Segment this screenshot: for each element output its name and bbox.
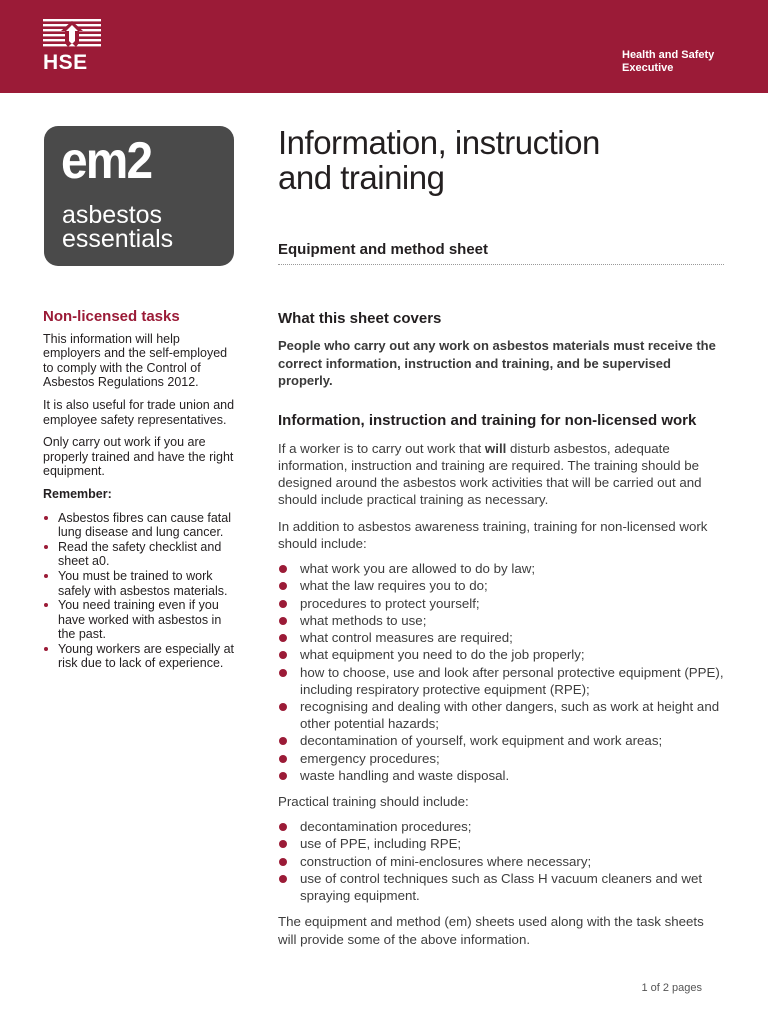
text-run: If a worker is to carry out work that <box>278 440 485 456</box>
page-title <box>278 125 718 195</box>
badge-line1: asbestos <box>62 201 163 229</box>
body-paragraph <box>278 440 724 509</box>
list-item: what the law requires you to do; <box>278 577 724 594</box>
list-item: Young workers are especially at risk due to lack of experience. <box>43 642 238 671</box>
page-title-line2: and training <box>278 159 445 196</box>
list-item: You need training even if you have worked with asbestos in the past. <box>43 598 238 642</box>
body-paragraph: In addition to asbestos awareness training, training for non-licensed work should include: <box>278 518 708 551</box>
sheet-badge <box>44 126 234 266</box>
list-item: procedures to protect yourself; <box>278 595 724 612</box>
sidebar-heading: Non-licensed tasks <box>43 308 180 325</box>
header-bar <box>0 0 768 93</box>
section-heading: Information, instruction and training for non-licensed work <box>278 411 697 429</box>
sidebar <box>43 310 238 671</box>
list-item: construction of mini-enclosures where necessary; <box>278 853 724 870</box>
body-paragraph: The equipment and method (em) sheets used along with the task sheets will provide some of the above information. <box>278 914 704 947</box>
list-item: what methods to use; <box>278 612 724 629</box>
organisation-name-line2: Executive <box>622 61 674 74</box>
sidebar-paragraph: This information will help employers and the self-employed to comply with the Control of Asbestos Regulations 2012. <box>43 331 228 390</box>
page-subtitle: Equipment and method sheet <box>278 241 489 258</box>
hse-logo <box>43 19 101 75</box>
list-item: Asbestos fibres can cause fatal lung disease and lung cancer. <box>43 511 238 540</box>
list-item: use of control techniques such as Class H vacuum cleaners and wet spraying equipment. <box>278 870 724 904</box>
remember-list <box>43 511 238 672</box>
lead-paragraph: People who carry out any work on asbestos materials must receive the correct information, instruction and training, and be supervised properly. <box>278 338 716 388</box>
list-item: waste handling and waste disposal. <box>278 767 724 784</box>
remember-heading: Remember: <box>43 486 112 501</box>
training-topics-list <box>278 560 724 784</box>
sidebar-paragraph: It is also useful for trade union and employee safety representatives. <box>43 397 235 427</box>
page-title-line1: Information, instruction <box>278 124 600 161</box>
practical-training-list <box>278 818 724 904</box>
hse-emblem-icon <box>43 19 101 51</box>
organisation-name <box>622 49 714 74</box>
emphasis-text: will <box>484 440 507 456</box>
dotted-divider <box>278 264 724 265</box>
list-item: use of PPE, including RPE; <box>278 835 724 852</box>
section-heading: What this sheet covers <box>278 310 442 327</box>
list-item: what control measures are required; <box>278 629 724 646</box>
list-item: emergency procedures; <box>278 750 724 767</box>
list-item: recognising and dealing with other dangers, such as work at height and other potential hazards; <box>278 698 724 732</box>
list-item: decontamination procedures; <box>278 818 724 835</box>
list-item: decontamination of yourself, work equipment and work areas; <box>278 732 724 749</box>
logo-text: HSE <box>43 51 88 74</box>
organisation-name-line1: Health and Safety <box>622 49 715 61</box>
sheet-code: em2 <box>61 132 152 190</box>
main-content <box>278 310 724 948</box>
text-run: disturb asbestos, adequate information, instruction and training are required. The training should be designed around the asbestos work activities that will be carried out and should include practical training as necessary. <box>278 440 702 508</box>
list-item: Read the safety checklist and sheet a0. <box>43 540 238 569</box>
badge-line2: essentials <box>62 225 174 253</box>
list-item: how to choose, use and look after personal protective equipment (PPE), including respiratory protective equipment (RPE); <box>278 664 724 698</box>
sidebar-paragraph: Only carry out work if you are properly trained and have the right equipment. <box>43 435 234 479</box>
page-count: 1 of 2 pages <box>641 982 702 994</box>
list-item: what work you are allowed to do by law; <box>278 560 724 577</box>
list-item: what equipment you need to do the job properly; <box>278 646 724 663</box>
body-paragraph: Practical training should include: <box>278 793 469 809</box>
list-item: You must be trained to work safely with asbestos materials. <box>43 569 238 598</box>
